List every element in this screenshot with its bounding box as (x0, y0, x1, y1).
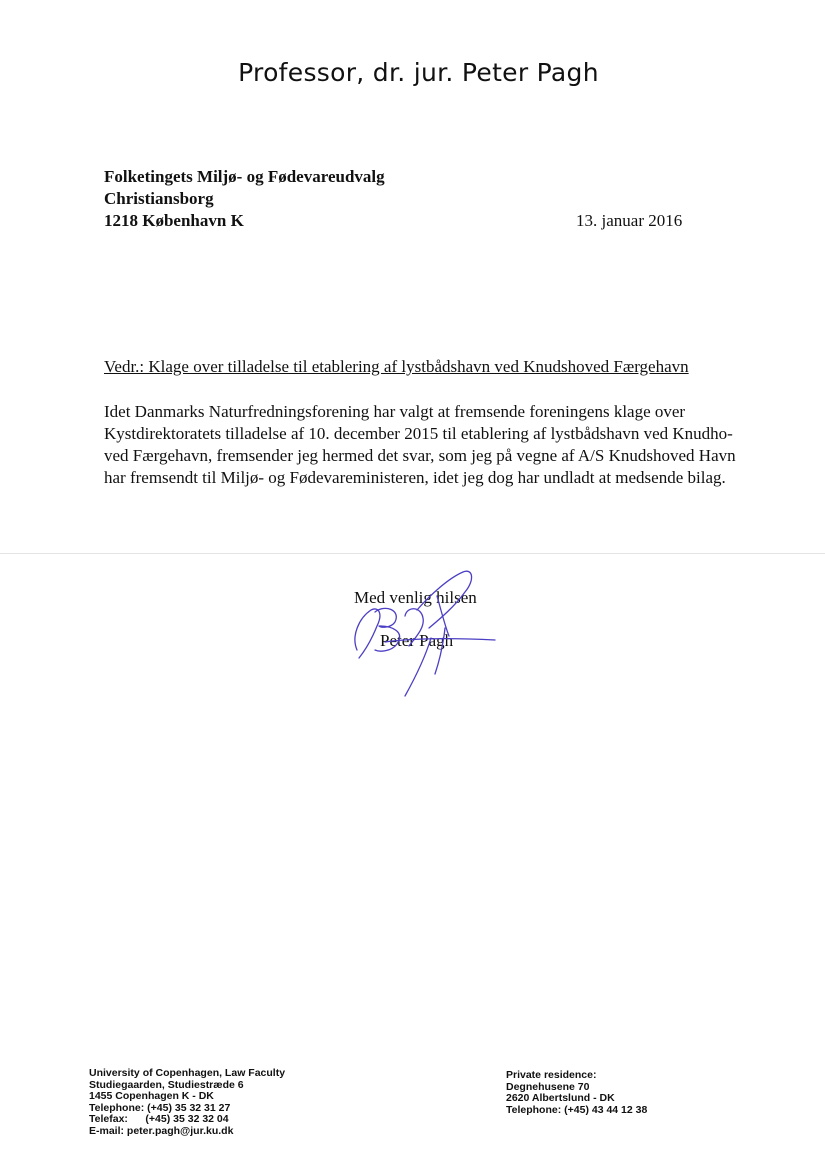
body-paragraph (104, 401, 736, 489)
signatory-name: Peter Pagh (380, 631, 454, 650)
footer-university-address (89, 1068, 285, 1138)
closing-greeting: Med venlig hilsen (354, 588, 477, 607)
handwritten-signature (345, 566, 505, 702)
footer-line: 2620 Albertslund - DK (506, 1092, 615, 1105)
footer-private-address (506, 1070, 647, 1116)
footer-line: Telefax: (+45) 35 32 32 04 (89, 1113, 229, 1126)
recipient-line: Christiansborg (104, 189, 214, 208)
footer-line: Telephone: (+45) 43 44 12 38 (506, 1103, 648, 1116)
footer-line: Private residence: (506, 1069, 597, 1081)
subject-line: Vedr.: Klage over tilladelse til etablering af lystbådshavn ved Knudshoved Færgehavn (104, 357, 689, 376)
footer-line: Studiegaarden, Studiestræde 6 (89, 1078, 244, 1091)
body-line: ved Færgehavn, fremsender jeg hermed det svar, som jeg på vegne af A/S Knudshoved Havn (104, 446, 736, 465)
letter-date: 13. januar 2016 (576, 211, 683, 230)
body-line: Kystdirektoratets tilladelse af 10. december 2015 til etablering af lystbådshavn ved Knudho- (104, 424, 733, 443)
footer-line: University of Copenhagen, Law Faculty (89, 1067, 286, 1079)
recipient-line: 1218 København K (104, 211, 244, 230)
footer-line: Telephone: (+45) 35 32 31 27 (89, 1101, 231, 1114)
body-line: har fremsendt til Miljø- og Fødevareministeren, idet jeg dog har undladt at medsende bilag. (104, 468, 726, 487)
recipient-address (104, 166, 385, 232)
recipient-line: Folketingets Miljø- og Fødevareudvalg (104, 167, 385, 186)
scan-divider (0, 553, 825, 554)
footer-line: 1455 Copenhagen K - DK (89, 1090, 214, 1103)
body-line: Idet Danmarks Naturfredningsforening har valgt at fremsende foreningens klage over (104, 402, 686, 421)
footer-line: Degnehusene 70 (506, 1080, 590, 1093)
footer-email: E-mail: peter.pagh@jur.ku.dk (89, 1124, 234, 1137)
letterhead-title: Professor, dr. jur. Peter Pagh (238, 58, 599, 87)
